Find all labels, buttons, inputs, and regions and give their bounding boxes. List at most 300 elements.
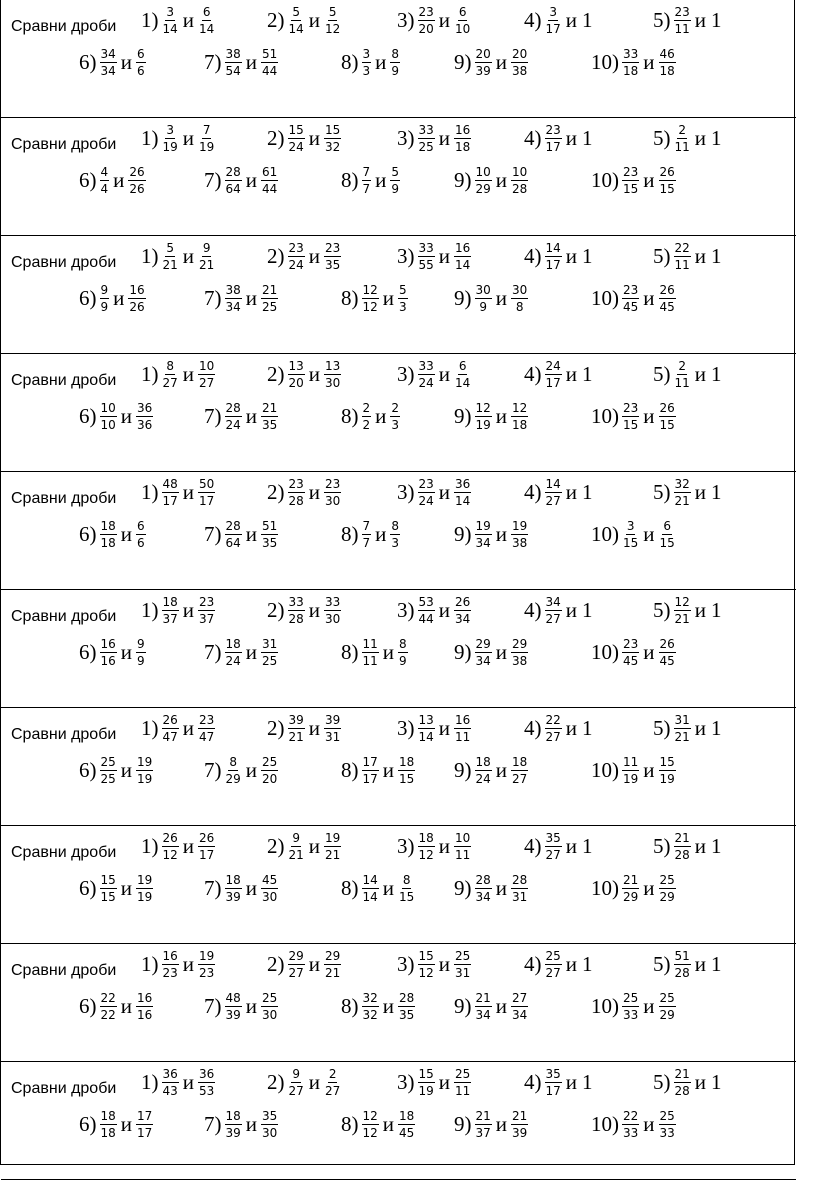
numerator: 26 (659, 165, 675, 179)
denominator: 19 (623, 772, 639, 786)
item-number: 5) (653, 834, 671, 858)
numerator: 18 (399, 755, 415, 769)
conjunction: и (495, 994, 508, 1018)
exercise-item (591, 520, 677, 549)
conjunction: и (495, 168, 508, 192)
conjunction: и (495, 876, 508, 900)
fraction-a (545, 360, 562, 389)
denominator: 11 (455, 848, 471, 862)
exercise-item (267, 1068, 342, 1097)
item-number: 10) (591, 522, 619, 546)
numerator: 23 (545, 123, 561, 137)
exercise-item (397, 6, 472, 35)
denominator: 17 (199, 848, 215, 862)
numerator: 32 (674, 477, 690, 491)
denominator: 6 (137, 64, 145, 78)
numerator: 18 (225, 873, 241, 887)
denominator: 27 (545, 848, 561, 862)
numerator: 16 (455, 713, 471, 727)
numerator: 10 (475, 165, 491, 179)
numerator: 18 (399, 1109, 415, 1123)
fraction-a (545, 714, 562, 743)
fraction-a (418, 6, 435, 35)
denominator: 9 (391, 182, 400, 196)
fraction-b (398, 284, 408, 313)
denominator: 27 (162, 376, 178, 390)
compare-one: 1 (711, 598, 722, 622)
fraction-a (545, 950, 562, 979)
denominator: 4 (100, 182, 109, 196)
item-number: 3) (397, 1070, 415, 1094)
fraction-a (225, 520, 242, 549)
item-number: 1) (141, 834, 159, 858)
item-number: 7) (204, 994, 222, 1018)
item-number: 5) (653, 244, 671, 268)
item-number: 2) (267, 126, 285, 150)
denominator: 9 (399, 654, 407, 668)
exercise-item (79, 992, 154, 1021)
denominator: 33 (623, 1008, 639, 1022)
numerator: 3 (626, 519, 635, 533)
exercise-item (341, 284, 409, 313)
conjunction: и (245, 1112, 258, 1136)
item-number: 6) (79, 168, 97, 192)
conjunction: и (565, 362, 578, 386)
exercise-item (591, 638, 677, 667)
fraction-b (136, 638, 146, 667)
fraction-b (324, 124, 341, 153)
numerator: 51 (674, 949, 690, 963)
numerator: 33 (418, 241, 434, 255)
numerator: 23 (418, 5, 434, 19)
numerator: 5 (399, 283, 407, 297)
conjunction: и (308, 598, 321, 622)
denominator: 28 (288, 612, 304, 626)
denominator: 29 (623, 890, 639, 904)
item-number: 9) (454, 404, 472, 428)
fraction-b (454, 6, 471, 35)
fraction-a (418, 714, 435, 743)
exercise-item (454, 520, 529, 549)
denominator: 11 (674, 258, 690, 272)
numerator: 26 (162, 831, 178, 845)
exercise-item (454, 1110, 529, 1139)
fraction-a (100, 48, 117, 77)
numerator: 19 (137, 873, 153, 887)
numerator: 13 (418, 713, 434, 727)
item-number: 9) (454, 50, 472, 74)
exercise-item (341, 992, 416, 1021)
numerator: 21 (475, 991, 491, 1005)
item-number: 5) (653, 952, 671, 976)
fraction-a (674, 832, 691, 861)
numerator: 23 (325, 477, 341, 491)
denominator: 27 (512, 772, 528, 786)
fraction-b (324, 950, 341, 979)
denominator: 19 (418, 1084, 434, 1098)
item-number: 2) (267, 1070, 285, 1094)
denominator: 24 (225, 654, 241, 668)
denominator: 10 (100, 418, 116, 432)
exercise-item (267, 950, 342, 979)
fraction-b (136, 874, 153, 903)
denominator: 18 (455, 140, 471, 154)
fraction-a (288, 478, 305, 507)
fraction-a (418, 124, 435, 153)
item-number: 9) (454, 286, 472, 310)
item-number: 10) (591, 50, 619, 74)
item-number: 2) (267, 362, 285, 386)
fraction-b (261, 48, 278, 77)
item-number: 6) (79, 1112, 97, 1136)
conjunction: и (565, 480, 578, 504)
fraction-a (545, 478, 562, 507)
denominator: 34 (475, 890, 491, 904)
item-number: 1) (141, 716, 159, 740)
fraction-a (545, 596, 562, 625)
denominator: 17 (545, 258, 561, 272)
fraction-a (674, 360, 691, 389)
numerator: 29 (475, 637, 491, 651)
denominator: 21 (288, 730, 304, 744)
conjunction: и (565, 244, 578, 268)
conjunction: и (308, 8, 321, 32)
item-number: 2) (267, 480, 285, 504)
exercise-item (267, 6, 342, 35)
conjunction: и (694, 244, 707, 268)
denominator: 34 (225, 300, 241, 314)
exercise-item (204, 992, 279, 1021)
denominator: 19 (162, 140, 178, 154)
numerator: 7 (362, 165, 371, 179)
compare-one: 1 (582, 716, 593, 740)
exercise-heading: Сравни дроби (11, 490, 117, 507)
numerator: 12 (674, 595, 690, 609)
conjunction: и (694, 598, 707, 622)
denominator: 12 (362, 1126, 378, 1140)
fraction-a (545, 242, 562, 271)
fraction-a (225, 992, 242, 1021)
numerator: 6 (458, 5, 467, 19)
numerator: 26 (455, 595, 471, 609)
numerator: 12 (362, 283, 378, 297)
numerator: 22 (545, 713, 561, 727)
denominator: 31 (325, 730, 341, 744)
numerator: 53 (418, 595, 434, 609)
denominator: 11 (455, 1084, 471, 1098)
denominator: 34 (475, 654, 491, 668)
conjunction: и (382, 1112, 395, 1136)
item-number: 2) (267, 598, 285, 622)
item-number: 8) (341, 50, 359, 74)
exercise-item (79, 874, 154, 903)
denominator: 44 (262, 182, 278, 196)
exercise-item (591, 48, 677, 77)
denominator: 27 (545, 494, 561, 508)
denominator: 18 (100, 1126, 116, 1140)
denominator: 30 (325, 376, 341, 390)
denominator: 17 (545, 376, 561, 390)
exercise-card (1, 236, 796, 354)
fraction-b (659, 520, 676, 549)
conjunction: и (643, 640, 655, 664)
fraction-b (511, 48, 528, 77)
numerator: 5 (391, 165, 400, 179)
fraction-a (622, 874, 639, 903)
compare-one: 1 (582, 834, 593, 858)
fraction-b (659, 638, 676, 667)
conjunction: и (694, 8, 707, 32)
numerator: 34 (545, 595, 561, 609)
exercise-item (79, 402, 154, 431)
denominator: 38 (512, 536, 528, 550)
fraction-a (288, 124, 305, 153)
denominator: 34 (512, 1008, 528, 1022)
item-number: 2) (267, 8, 285, 32)
conjunction: и (182, 1070, 195, 1094)
denominator: 17 (362, 772, 378, 786)
exercise-item (79, 166, 147, 195)
item-number: 6) (79, 994, 97, 1018)
denominator: 38 (512, 64, 528, 78)
numerator: 20 (475, 47, 491, 61)
item-number: 8) (341, 404, 359, 428)
fraction-a (362, 284, 379, 313)
conjunction: и (308, 362, 321, 386)
numerator: 18 (512, 755, 528, 769)
item-number: 4) (524, 952, 542, 976)
conjunction: и (382, 876, 395, 900)
numerator: 48 (162, 477, 178, 491)
conjunction: и (495, 1112, 508, 1136)
fraction-b (398, 756, 415, 785)
conjunction: и (245, 994, 258, 1018)
exercise-item (454, 874, 529, 903)
numerator: 12 (512, 401, 528, 415)
denominator: 7 (362, 536, 371, 550)
numerator: 8 (399, 637, 407, 651)
denominator: 18 (512, 418, 528, 432)
numerator: 15 (100, 873, 116, 887)
denominator: 37 (199, 612, 215, 626)
fraction-a (674, 478, 691, 507)
exercise-item (524, 596, 593, 625)
numerator: 9 (202, 241, 211, 255)
denominator: 24 (288, 258, 304, 272)
exercise-heading: Сравни дроби (11, 254, 117, 271)
fraction-a (622, 1110, 639, 1139)
conjunction: и (120, 50, 133, 74)
denominator: 26 (129, 182, 145, 196)
numerator: 30 (512, 283, 528, 297)
fraction-a (225, 874, 242, 903)
denominator: 3 (399, 300, 407, 314)
item-number: 10) (591, 1112, 619, 1136)
exercise-item (267, 596, 342, 625)
item-number: 6) (79, 286, 97, 310)
fraction-a (475, 756, 492, 785)
fraction-a (162, 242, 179, 271)
numerator: 31 (262, 637, 278, 651)
denominator: 47 (162, 730, 178, 744)
exercise-item (653, 124, 722, 153)
exercise-item (204, 166, 279, 195)
denominator: 36 (137, 418, 153, 432)
fraction-a (225, 166, 242, 195)
numerator: 2 (678, 123, 686, 137)
fraction-a (162, 714, 179, 743)
denominator: 17 (545, 140, 561, 154)
numerator: 46 (659, 47, 675, 61)
exercise-item (524, 832, 593, 861)
fraction-a (288, 714, 305, 743)
numerator: 15 (659, 755, 675, 769)
numerator: 16 (129, 283, 145, 297)
denominator: 44 (418, 612, 434, 626)
denominator: 14 (199, 22, 215, 36)
fraction-a (225, 284, 242, 313)
exercise-item (397, 360, 472, 389)
denominator: 64 (225, 536, 241, 550)
fraction-b (659, 48, 676, 77)
fraction-a (100, 1110, 117, 1139)
numerator: 14 (545, 241, 561, 255)
fraction-b (198, 832, 215, 861)
exercise-heading: Сравни дроби (11, 844, 117, 861)
exercise-item (524, 714, 593, 743)
numerator: 10 (455, 831, 471, 845)
fraction-b (324, 478, 341, 507)
numerator: 11 (362, 637, 378, 651)
fraction-b (390, 402, 400, 431)
denominator: 17 (545, 1084, 561, 1098)
item-number: 7) (204, 286, 222, 310)
denominator: 37 (475, 1126, 491, 1140)
fraction-b (454, 242, 471, 271)
numerator: 5 (328, 5, 337, 19)
denominator: 28 (674, 966, 690, 980)
fraction-b (454, 596, 471, 625)
item-number: 7) (204, 1112, 222, 1136)
exercise-item (204, 284, 279, 313)
numerator: 28 (225, 519, 241, 533)
conjunction: и (643, 1112, 655, 1136)
denominator: 28 (674, 848, 690, 862)
numerator: 17 (362, 755, 378, 769)
denominator: 26 (129, 300, 145, 314)
item-number: 3) (397, 244, 415, 268)
denominator: 19 (659, 772, 675, 786)
denominator: 19 (199, 140, 215, 154)
numerator: 7 (202, 123, 211, 137)
denominator: 30 (262, 1008, 278, 1022)
numerator: 18 (475, 755, 491, 769)
numerator: 16 (455, 123, 471, 137)
denominator: 18 (659, 64, 675, 78)
item-number: 3) (397, 716, 415, 740)
denominator: 34 (100, 64, 116, 78)
item-number: 7) (204, 404, 222, 428)
numerator: 2 (362, 401, 371, 415)
exercise-item (653, 1068, 722, 1097)
denominator: 28 (288, 494, 304, 508)
exercise-item (141, 950, 216, 979)
numerator: 3 (362, 47, 371, 61)
denominator: 25 (418, 140, 434, 154)
fraction-a (225, 638, 242, 667)
denominator: 20 (418, 22, 434, 36)
exercise-card (1, 0, 796, 118)
denominator: 45 (623, 654, 639, 668)
conjunction: и (182, 244, 195, 268)
denominator: 21 (325, 966, 341, 980)
fraction-b (511, 638, 528, 667)
denominator: 23 (162, 966, 178, 980)
item-number: 2) (267, 952, 285, 976)
denominator: 29 (475, 182, 491, 196)
conjunction: и (182, 126, 195, 150)
fraction-b (398, 1110, 415, 1139)
numerator: 22 (623, 1109, 639, 1123)
numerator: 16 (162, 949, 178, 963)
exercise-heading: Сравни дроби (11, 962, 117, 979)
conjunction: и (643, 50, 655, 74)
denominator: 14 (455, 376, 471, 390)
denominator: 14 (418, 730, 434, 744)
denominator: 2 (362, 418, 371, 432)
item-number: 9) (454, 876, 472, 900)
fraction-b (659, 992, 676, 1021)
denominator: 37 (162, 612, 178, 626)
numerator: 25 (455, 949, 471, 963)
numerator: 23 (199, 595, 215, 609)
numerator: 38 (225, 283, 241, 297)
denominator: 45 (623, 300, 639, 314)
compare-one: 1 (711, 834, 722, 858)
conjunction: и (245, 640, 258, 664)
fraction-a (288, 950, 305, 979)
compare-one: 1 (711, 8, 722, 32)
fraction-a (100, 520, 117, 549)
denominator: 12 (162, 848, 178, 862)
item-number: 4) (524, 8, 542, 32)
conjunction: и (113, 168, 125, 192)
numerator: 18 (225, 637, 241, 651)
fraction-a (674, 242, 691, 271)
exercise-item (524, 1068, 593, 1097)
denominator: 11 (674, 376, 690, 390)
fraction-a (418, 596, 435, 625)
fraction-a (100, 284, 110, 313)
numerator: 33 (325, 595, 341, 609)
conjunction: и (245, 168, 258, 192)
numerator: 4 (100, 165, 109, 179)
denominator: 12 (325, 22, 341, 36)
exercise-item (267, 124, 342, 153)
numerator: 23 (623, 283, 639, 297)
fraction-a (475, 48, 492, 77)
fraction-b (324, 714, 341, 743)
compare-one: 1 (582, 480, 593, 504)
numerator: 8 (391, 519, 400, 533)
conjunction: и (182, 362, 195, 386)
exercise-item (397, 242, 472, 271)
denominator: 54 (225, 64, 241, 78)
exercise-item (397, 478, 472, 507)
denominator: 24 (475, 772, 491, 786)
item-number: 8) (341, 1112, 359, 1136)
item-number: 8) (341, 758, 359, 782)
